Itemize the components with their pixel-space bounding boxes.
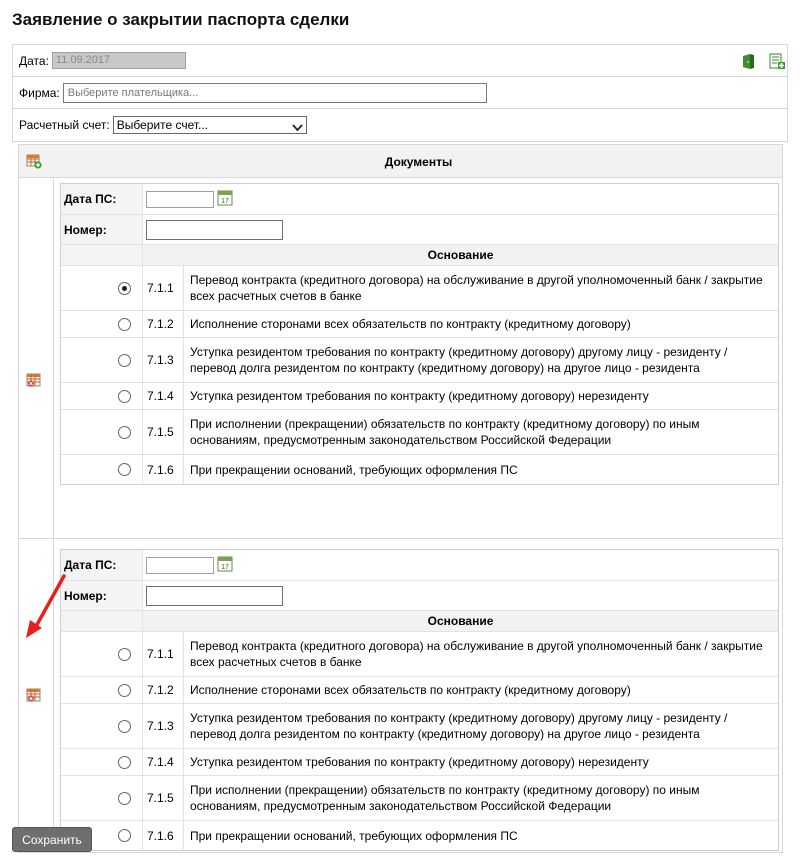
basis-text: При прекращении оснований, требующих оформления ПС	[190, 462, 518, 477]
basis-radio[interactable]	[118, 318, 131, 331]
basis-option-row	[61, 266, 778, 311]
basis-text: Перевод контракта (кредитного договора) на обслуживание в другой уполномоченный банк / закрытие всех расчетных счетов в банке	[190, 639, 763, 669]
basis-radio[interactable]	[118, 792, 131, 805]
date-label: Дата:	[19, 53, 49, 68]
basis-radio[interactable]	[118, 829, 131, 842]
basis-text: Уступка резидентом требования по контракту (кредитному договору) другому лицу - резиденту / перевод долга резидентом по контракту (кредитному договору) на другое лицо - резидента	[190, 711, 728, 741]
basis-code: 7.1.2	[143, 677, 184, 703]
account-select-value: Выберите счет...	[116, 118, 209, 132]
basis-code: 7.1.4	[143, 749, 184, 775]
passport-block	[60, 183, 779, 485]
number-row	[61, 581, 778, 611]
basis-code: 7.1.1	[143, 266, 184, 310]
basis-header-title: Основание	[143, 245, 778, 265]
basis-header	[61, 245, 778, 266]
toolbar-icons	[731, 51, 787, 71]
add-row-icon[interactable]	[26, 153, 42, 172]
basis-code: 7.1.1	[143, 632, 184, 676]
basis-code: 7.1.5	[143, 410, 184, 454]
basis-radio[interactable]	[118, 354, 131, 367]
basis-radio[interactable]	[118, 390, 131, 403]
calendar-icon[interactable]	[217, 555, 233, 575]
date-row	[13, 45, 787, 77]
documents-header-title: Документы	[384, 154, 453, 169]
basis-radio[interactable]	[118, 282, 131, 295]
basis-option-row	[61, 311, 778, 338]
delete-row-icon[interactable]	[26, 687, 42, 706]
basis-header-title: Основание	[143, 611, 778, 631]
basis-radio[interactable]	[118, 756, 131, 769]
radio-cell	[61, 383, 143, 409]
basis-option-row	[61, 749, 778, 776]
basis-option-row	[61, 338, 778, 383]
ps-date-input[interactable]	[146, 557, 214, 574]
basis-code: 7.1.4	[143, 383, 184, 409]
svg-text:17: 17	[221, 198, 229, 205]
number-input[interactable]	[146, 220, 283, 240]
ps-date-row	[61, 550, 778, 581]
basis-option-row	[61, 776, 778, 821]
ps-date-input[interactable]	[146, 191, 214, 208]
ps-date-label: Дата ПС:	[61, 550, 143, 580]
basis-text: Перевод контракта (кредитного договора) на обслуживание в другой уполномоченный банк / закрытие всех расчетных счетов в банке	[190, 273, 763, 303]
number-row	[61, 215, 778, 245]
basis-code: 7.1.2	[143, 311, 184, 337]
basis-code: 7.1.6	[143, 455, 184, 484]
save-button[interactable]: Сохранить	[12, 827, 92, 852]
add-document-icon[interactable]	[767, 51, 787, 71]
radio-cell	[61, 311, 143, 337]
firm-input[interactable]: Выберите плательщика...	[63, 83, 487, 103]
basis-code: 7.1.6	[143, 821, 184, 850]
radio-cell	[61, 455, 143, 484]
section-divider	[19, 538, 782, 539]
basis-option-row	[61, 632, 778, 677]
radio-cell	[61, 677, 143, 703]
page-title: Заявление о закрытии паспорта сделки	[12, 10, 350, 29]
basis-radio[interactable]	[118, 463, 131, 476]
delete-row-icon[interactable]	[26, 372, 42, 391]
documents-header	[19, 145, 782, 178]
number-input[interactable]	[146, 586, 283, 606]
account-select[interactable]	[113, 116, 307, 134]
radio-cell	[61, 410, 143, 454]
account-label: Расчетный счет:	[19, 118, 110, 132]
basis-option-row	[61, 410, 778, 455]
basis-text: При исполнении (прекращении) обязательств по контракту (кредитному договору) по иным основаниям, предусмотренным законодательством Российской Федерации	[190, 417, 700, 447]
basis-option-row	[61, 704, 778, 749]
passport-block	[60, 549, 779, 851]
ps-date-row	[61, 184, 778, 215]
basis-text: При прекращении оснований, требующих оформления ПС	[190, 828, 518, 843]
basis-text: Исполнение сторонами всех обязательств по контракту (кредитному договору)	[190, 683, 631, 697]
basis-code: 7.1.3	[143, 704, 184, 748]
basis-option-row	[61, 677, 778, 704]
calendar-icon[interactable]	[217, 189, 233, 209]
radio-cell	[61, 632, 143, 676]
basis-header	[61, 611, 778, 632]
basis-text: При исполнении (прекращении) обязательств по контракту (кредитному договору) по иным основаниям, предусмотренным законодательством Российской Федерации	[190, 783, 700, 813]
basis-option-row	[61, 455, 778, 484]
radio-cell	[61, 749, 143, 775]
chevron-down-icon	[292, 120, 303, 136]
number-label: Номер:	[61, 581, 143, 610]
radio-cell	[61, 704, 143, 748]
radio-cell	[61, 338, 143, 382]
basis-radio[interactable]	[118, 426, 131, 439]
door-exit-icon[interactable]	[739, 51, 759, 71]
basis-text: Уступка резидентом требования по контракту (кредитному договору) нерезиденту	[190, 389, 649, 403]
firm-label: Фирма:	[19, 85, 60, 100]
firm-row	[13, 77, 787, 109]
basis-options	[61, 632, 778, 850]
number-label: Номер:	[61, 215, 143, 244]
basis-options	[61, 266, 778, 484]
basis-text: Исполнение сторонами всех обязательств по контракту (кредитному договору)	[190, 317, 631, 331]
basis-code: 7.1.5	[143, 776, 184, 820]
ps-date-label: Дата ПС:	[61, 184, 143, 214]
radio-cell	[61, 776, 143, 820]
basis-text: Уступка резидентом требования по контракту (кредитному договору) другому лицу - резиденту / перевод долга резидентом по контракту (кредитному договору) на другое лицо - резидента	[190, 345, 728, 375]
basis-option-row	[61, 383, 778, 410]
svg-text:17: 17	[221, 564, 229, 571]
basis-code: 7.1.3	[143, 338, 184, 382]
basis-text: Уступка резидентом требования по контракту (кредитному договору) нерезиденту	[190, 755, 649, 769]
account-row	[13, 109, 787, 141]
date-field[interactable]: 11.09.2017	[52, 52, 186, 69]
red-arrow-annotation	[20, 574, 70, 640]
radio-cell	[61, 266, 143, 310]
basis-option-row	[61, 821, 778, 850]
basis-radio[interactable]	[118, 684, 131, 697]
basis-radio[interactable]	[118, 648, 131, 661]
documents-table	[18, 144, 783, 853]
row-actions-column	[19, 145, 54, 852]
basis-radio[interactable]	[118, 720, 131, 733]
